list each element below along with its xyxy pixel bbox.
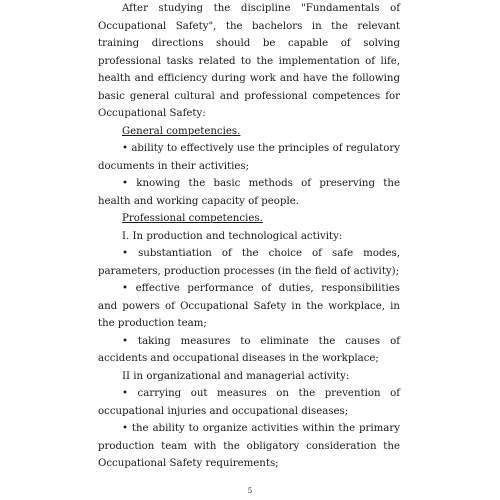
general-competencies-heading [98, 123, 400, 141]
section-2-item: • carrying out measures on the prevention of occupational injuries and occupational diseases; [98, 388, 400, 417]
section-2-item: • the ability to organize activities within the primary production team with the obligatory consideration the Occupational Safety requirements; [98, 423, 400, 469]
general-competency-item: • knowing the basic methods of preserving the health and working capacity of people. [98, 178, 400, 207]
section-1-item: • substantiation of the choice of safe modes, parameters, production processes (in the field of activity); [98, 248, 400, 277]
document-body [98, 0, 400, 473]
page-number: 5 [247, 487, 253, 495]
section-2-heading: II in organizational and managerial activity: [122, 370, 350, 382]
professional-competencies-heading [98, 210, 400, 228]
general-competencies-heading-text: General competencies. [122, 125, 241, 137]
section-1-item: • taking measures to eliminate the causes of accidents and occupational diseases in the workplace; [98, 335, 400, 364]
professional-competencies-heading-text: Professional competencies. [122, 213, 263, 224]
intro-paragraph: After studying the discipline "Fundamentals of Occupational Safety", the bachelors in the relevant training directions should be capable of solving professional tasks related to the implementation of life, health and efficiency during work and have the following basic general cultural and professional competences for Occupational Safety: [98, 3, 400, 119]
general-competency-item: • ability to effectively use the principles of regulatory documents in their activities; [98, 143, 400, 172]
section-1-heading: I. In production and technological activity: [122, 230, 343, 242]
section-1-item: • effective performance of duties, responsibilities and powers of Occupational Safety in the workplace, in the production team; [98, 283, 400, 329]
